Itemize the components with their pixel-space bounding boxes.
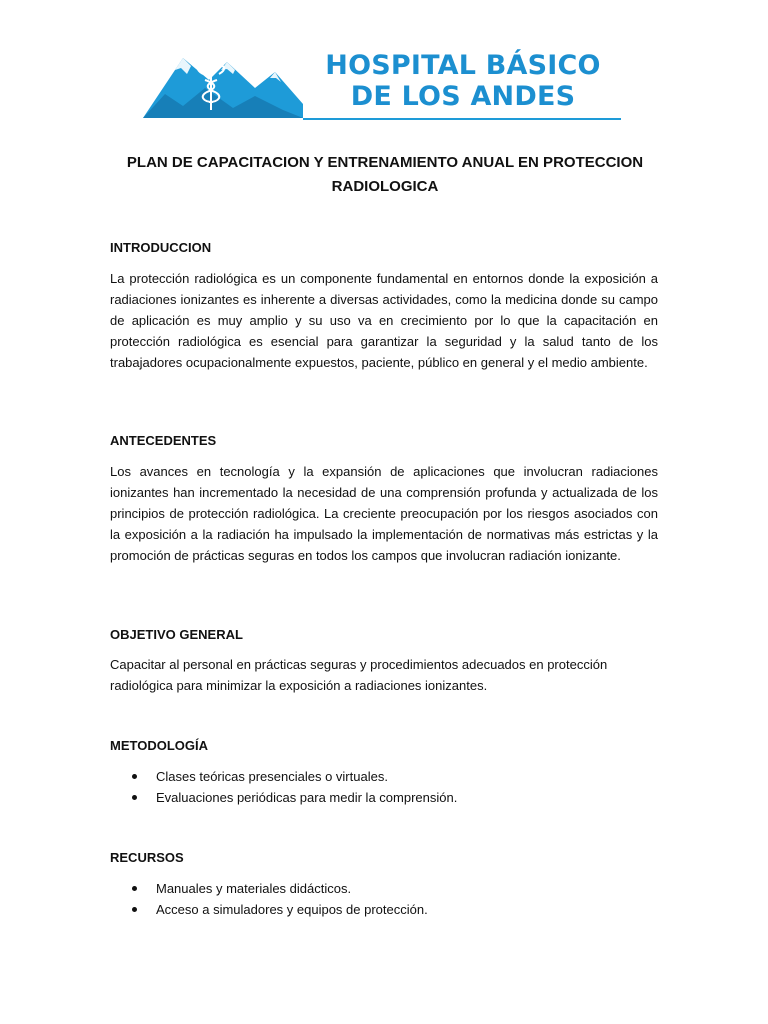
section-heading-introduccion: INTRODUCCION: [110, 240, 212, 255]
bullet-icon: [132, 886, 137, 891]
list-item-text: Clases teóricas presenciales o virtuales.: [156, 769, 388, 784]
logo-line-1: HOSPITAL BÁSICO: [325, 50, 601, 81]
hospital-logo: [143, 44, 623, 122]
bullet-icon: [132, 774, 137, 779]
section-body-antecedentes: Los avances en tecnología y la expansión de aplicaciones que involucran radiaciones ionizantes han incrementado la necesidad de una comprensión profunda y actualizada de los principios de protección radiológica. La creciente preocupación por los riesgos asociados con la exposición a la radiación ha impulsado la implementación de normativas más estrictas y la promoción de prácticas seguras en todos los campos que involucran radiación ionizante.: [110, 464, 658, 563]
recursos-list: [110, 878, 428, 920]
list-item-text: Acceso a simuladores y equipos de protección.: [156, 902, 428, 917]
bullet-icon: [132, 795, 137, 800]
metodologia-list: [110, 766, 457, 808]
bullet-icon: [132, 907, 137, 912]
section-heading-metodologia: METODOLOGÍA: [110, 738, 208, 753]
list-item: [110, 899, 428, 920]
mountains-caduceus-icon: [143, 44, 303, 122]
list-item-text: Manuales y materiales didácticos.: [156, 881, 352, 896]
list-item: [110, 766, 457, 787]
list-item-text: Evaluaciones periódicas para medir la comprensión.: [156, 790, 458, 805]
list-item: [110, 878, 428, 899]
section-heading-recursos: RECURSOS: [110, 850, 184, 865]
list-item: [110, 787, 457, 808]
document-title: PLAN DE CAPACITACION Y ENTRENAMIENTO ANUAL EN PROTECCION RADIOLOGICA: [126, 154, 644, 195]
logo-text: [303, 50, 623, 112]
section-heading-antecedentes: ANTECEDENTES: [110, 433, 217, 448]
section-body-objetivo: Capacitar al personal en prácticas seguras y procedimientos adecuados en protección radiológica para minimizar la exposición a radiaciones ionizantes.: [110, 657, 608, 693]
logo-line-2: DE LOS ANDES: [350, 81, 576, 112]
section-heading-objetivo: OBJETIVO GENERAL: [110, 627, 243, 642]
logo-underline: [303, 118, 621, 120]
section-body-introduccion: La protección radiológica es un componente fundamental en entornos donde la exposición a radiaciones ionizantes es inherente a diversas actividades, como la medicina donde su campo de aplicación es muy amplio y su uso va en crecimiento por lo que la capacitación en protección radiológica es esencial para garantizar la seguridad y la salud tanto de los trabajadores ocupacionalmente expuestos, paciente, público en general y el medio ambiente.: [110, 271, 658, 370]
